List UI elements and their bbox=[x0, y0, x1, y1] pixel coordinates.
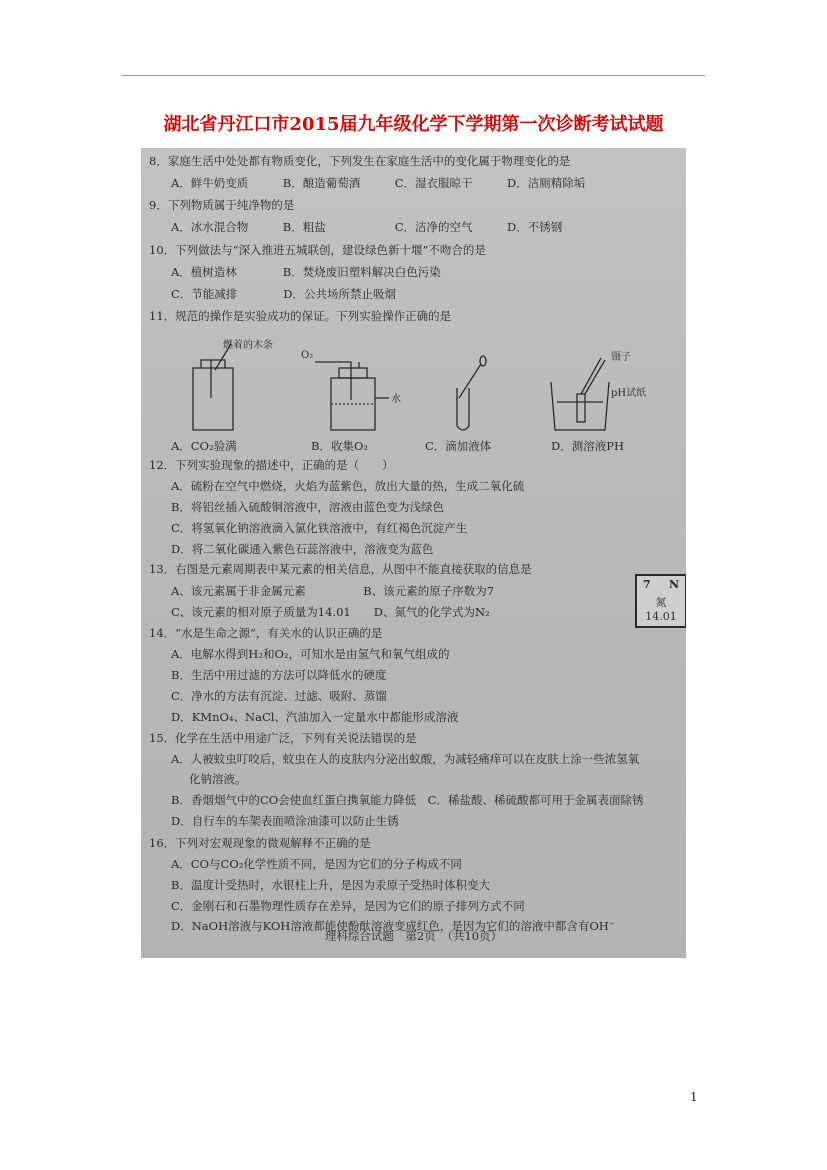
question-12-option-d: D．将二氧化碳通入紫色石蕊溶液中，溶液变为蓝色 bbox=[171, 542, 434, 556]
question-14-option-a: A．电解水得到H₂和O₂，可知水是由氢气和氧气组成的 bbox=[171, 647, 450, 661]
q11-apparatus-figure bbox=[171, 338, 661, 460]
atomic-mass: 14.01 bbox=[645, 610, 677, 623]
question-10-options-cd: C．节能减排 D．公共场所禁止吸烟 bbox=[171, 287, 397, 301]
question-16: 16．下列对宏观现象的微观解释不正确的是 bbox=[149, 836, 371, 850]
question-11: 11．规范的操作是实验成功的保证。下列实验操作正确的是 bbox=[149, 309, 452, 323]
ph-test-illustration bbox=[551, 358, 609, 430]
scanned-exam-page bbox=[141, 148, 686, 958]
atomic-number: 7 bbox=[643, 578, 651, 591]
q11-option-d: D．测溶液PH bbox=[551, 439, 624, 453]
question-15: 15．化学在生活中用途广泛，下列有关说法错误的是 bbox=[149, 731, 417, 745]
question-13-options-cd: C、该元素的相对原子质量为14.01 D、氮气的化学式为N₂ bbox=[171, 605, 490, 619]
question-10: 10．下列做法与“深入推进五城联创，建设绿色新十堰”不吻合的是 bbox=[149, 243, 486, 257]
question-13-options-ab: A、该元素属于非金属元素 B、该元素的原子序数为7 bbox=[171, 584, 495, 598]
q11-option-c: C．滴加液体 bbox=[425, 439, 492, 453]
question-12-option-a: A．硫粉在空气中燃烧，火焰为蓝紫色，放出大量的热，生成二氧化硫 bbox=[171, 479, 525, 493]
burning-stick-label: 燃着的木条 bbox=[223, 340, 273, 351]
question-16-option-a: A．CO与CO₂化学性质不同，是因为它们的分子构成不同 bbox=[171, 857, 462, 871]
question-9: 9．下列物质属于纯净物的是 bbox=[149, 198, 295, 212]
question-15-option-a-continued: 化钠溶液。 bbox=[189, 772, 247, 786]
question-8: 8．家庭生活中处处都有物质变化，下列发生在家庭生活中的变化属于物理变化的是 bbox=[149, 154, 571, 168]
element-symbol: N bbox=[668, 578, 679, 591]
question-13: 13．右图是元素周期表中某元素的相关信息，从图中不能直接获取的信息是 bbox=[149, 562, 532, 576]
scan-footer: 理科综合试题 第2页 （共10页） bbox=[324, 929, 503, 943]
question-9-options: A．冰水混合物 B．粗盐 C．洁净的空气 D．不锈钢 bbox=[171, 220, 563, 234]
element-name: 氮 bbox=[655, 596, 667, 609]
question-16-option-d: D．NaOH溶液与KOH溶液都能使酚酞溶液变成红色，是因为它们的溶液中都含有OH⁻ bbox=[171, 919, 615, 933]
question-12-option-c: C．将氢氧化钠溶液滴入氯化铁溶液中，有红褐色沉淀产生 bbox=[171, 521, 468, 535]
header-rule bbox=[122, 75, 705, 76]
question-16-option-b: B．温度计受热时，水银柱上升，是因为汞原子受热时体积变大 bbox=[171, 878, 490, 892]
question-14-option-b: B．生活中用过滤的方法可以降低水的硬度 bbox=[171, 668, 387, 682]
question-14: 14．“水是生命之源”，有关水的认识正确的是 bbox=[149, 626, 383, 640]
question-15-options-bc: B．香烟烟气中的CO会使血红蛋白携氧能力降低 C．稀盐酸、稀硫酸都可用于金属表面除锈 bbox=[171, 793, 644, 807]
ph-paper-label: pH试纸 bbox=[611, 388, 647, 399]
question-14-option-c: C．净水的方法有沉淀、过滤、吸附、蒸馏 bbox=[171, 689, 387, 703]
co2-bottle-illustration bbox=[193, 344, 233, 430]
question-12-option-b: B．将铝丝插入硫酸铜溶液中，溶液由蓝色变为浅绿色 bbox=[171, 500, 444, 514]
o2-collection-illustration bbox=[315, 362, 389, 430]
document-title: 湖北省丹江口市2015届九年级化学下学期第一次诊断考试试题 bbox=[163, 114, 664, 135]
o2-label: O₂ bbox=[301, 350, 314, 361]
q11-option-b: B．收集O₂ bbox=[311, 439, 368, 453]
water-label: 水 bbox=[391, 394, 401, 405]
q11-option-a: A．CO₂验满 bbox=[171, 439, 237, 453]
periodic-element-tile bbox=[635, 574, 686, 628]
question-14-option-d: D．KMnO₄、NaCl、汽油加入一定量水中都能形成溶液 bbox=[171, 710, 459, 724]
dropper-illustration bbox=[457, 356, 486, 430]
question-15-option-a: A．人被蚊虫叮咬后，蚊虫在人的皮肤内分泌出蚁酸，为减轻痛痒可以在皮肤上涂一些浓氢氧 bbox=[171, 752, 640, 766]
question-16-option-c: C．金刚石和石墨物理性质存在差异，是因为它们的原子排列方式不同 bbox=[171, 899, 525, 913]
question-15-option-d: D．自行车的车架表面喷涂油漆可以防止生锈 bbox=[171, 814, 399, 828]
page-number: 1 bbox=[690, 1090, 698, 1104]
question-10-options-ab: A．植树造林 B．焚烧废旧塑料解决白色污染 bbox=[171, 265, 441, 279]
question-12: 12．下列实验现象的描述中，正确的是（ ） bbox=[149, 458, 394, 472]
tweezers-label: 镊子 bbox=[611, 352, 631, 363]
apparatus-drawings bbox=[171, 338, 661, 438]
question-8-options: A．鲜牛奶变质 B．酿造葡萄酒 C．湿衣服晾干 D．洁厕精除垢 bbox=[171, 176, 586, 190]
